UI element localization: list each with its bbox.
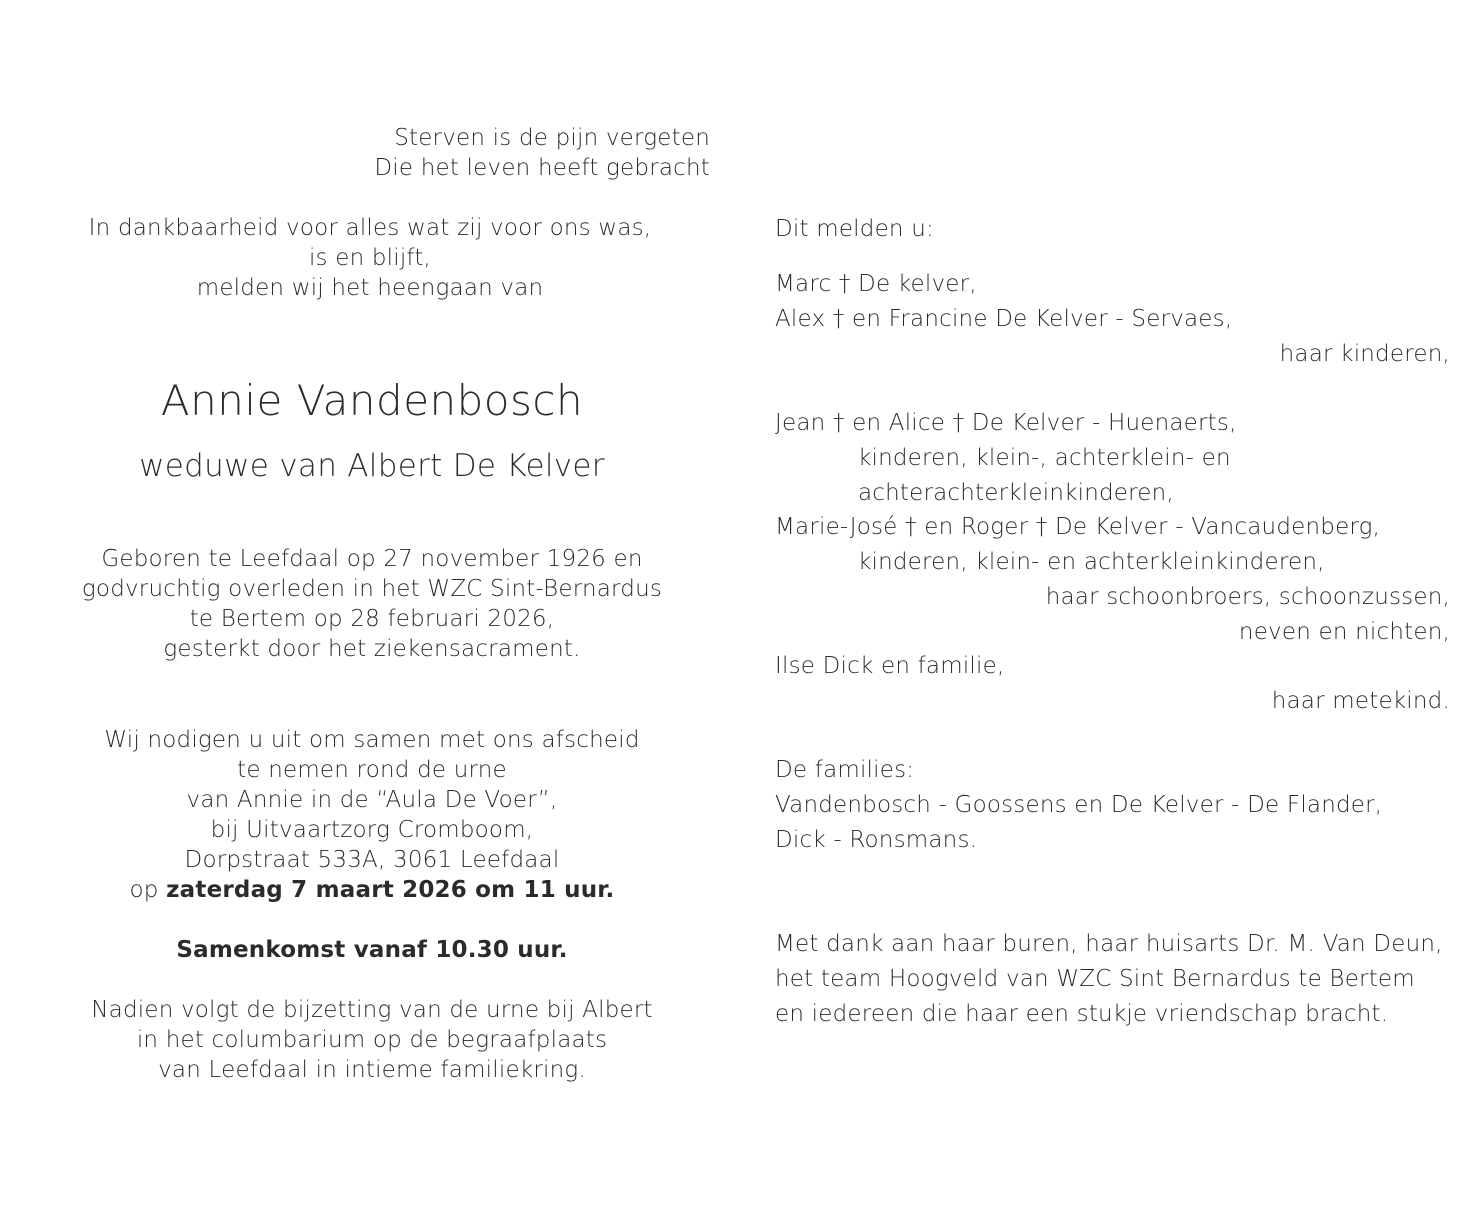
interment-line-3: van Leefdaal in intieme familiekring. <box>158 1057 586 1083</box>
invitation-line-1: Wij nodigen u uit om samen met ons afscheid <box>104 727 640 753</box>
thanks-line-1: Met dank aan haar buren, haar huisarts Dr. M. Van Deun, <box>775 931 1443 957</box>
thanks-line-3: en iedereen die haar een stukje vriendschap bracht. <box>775 1001 1389 1027</box>
intro-line-1: In dankbaarheid voor alles wat zij voor ons was, <box>88 215 652 241</box>
deceased-name: Annie Vandenbosch <box>160 376 584 425</box>
godchild-line-1: Ilse Dick en familie, <box>775 653 1005 679</box>
intro-line-2: is en blijft, <box>308 245 432 271</box>
thanks-line-2: het team Hoogveld van WZC Sint Bernardus te Bertem <box>775 966 1415 992</box>
invitation-line-2: te nemen rond de urne <box>237 757 507 783</box>
in-laws-line-3: achterachterkleinkinderen, <box>858 480 1174 506</box>
families-line-1: Vandenbosch - Goossens en De Kelver - De Flander, <box>775 792 1383 818</box>
birth-death-line-3: te Bertem op 28 februari 2026, <box>189 606 555 632</box>
in-laws-line-5: kinderen, klein- en achterkleinkinderen, <box>858 549 1325 575</box>
in-laws-line-4: Marie-José † en Roger † De Kelver - Vancaudenberg, <box>775 514 1381 540</box>
birth-death-line-4: gesterkt door het ziekensacrament. <box>163 636 581 662</box>
children-role: haar kinderen, <box>1279 341 1450 367</box>
invitation-date-prefix: op <box>129 877 167 903</box>
invitation-line-4: bij Uitvaartzorg Cromboom, <box>210 817 534 843</box>
motto-line-1: Sterven is de pijn vergeten <box>394 125 710 151</box>
children-line-1: Marc † De kelver, <box>775 271 977 297</box>
birth-death-line-1: Geboren te Leefdaal op 27 november 1926 en <box>101 546 643 572</box>
announcers-heading: Dit melden u: <box>775 216 934 242</box>
in-laws-line-1: Jean † en Alice † De Kelver - Huenaerts, <box>775 410 1237 436</box>
interment-line-1: Nadien volgt de bijzetting van de urne bij Albert <box>91 997 653 1023</box>
families-line-2: Dick - Ronsmans. <box>775 827 978 853</box>
invitation-date: zaterdag 7 maart 2026 om 11 uur. <box>166 877 615 903</box>
interment-line-2: in het columbarium op de begraafplaats <box>136 1027 608 1053</box>
invitation-line-5: Dorpstraat 533A, 3061 Leefdaal <box>184 847 560 873</box>
invitation-date-line <box>70 875 674 905</box>
families-heading: De families: <box>775 757 915 783</box>
deceased-subtitle: weduwe van Albert De Kelver <box>139 448 605 484</box>
in-laws-role-2: neven en nichten, <box>1238 619 1450 645</box>
children-line-2: Alex † en Francine De Kelver - Servaes, <box>775 306 1233 332</box>
in-laws-role-1: haar schoonbroers, schoonzussen, <box>1045 584 1450 610</box>
in-laws-line-2: kinderen, klein-, achterklein- en <box>858 445 1231 471</box>
gathering-time: Samenkomst vanaf 10.30 uur. <box>176 937 568 963</box>
birth-death-line-2: godvruchtig overleden in het WZC Sint-Bernardus <box>81 576 663 602</box>
motto-line-2: Die het leven heeft gebracht <box>374 155 710 181</box>
invitation-line-3: van Annie in de “Aula De Voer”, <box>186 787 558 813</box>
intro-line-3: melden wij het heengaan van <box>196 275 544 301</box>
godchild-role: haar metekind. <box>1271 688 1450 714</box>
